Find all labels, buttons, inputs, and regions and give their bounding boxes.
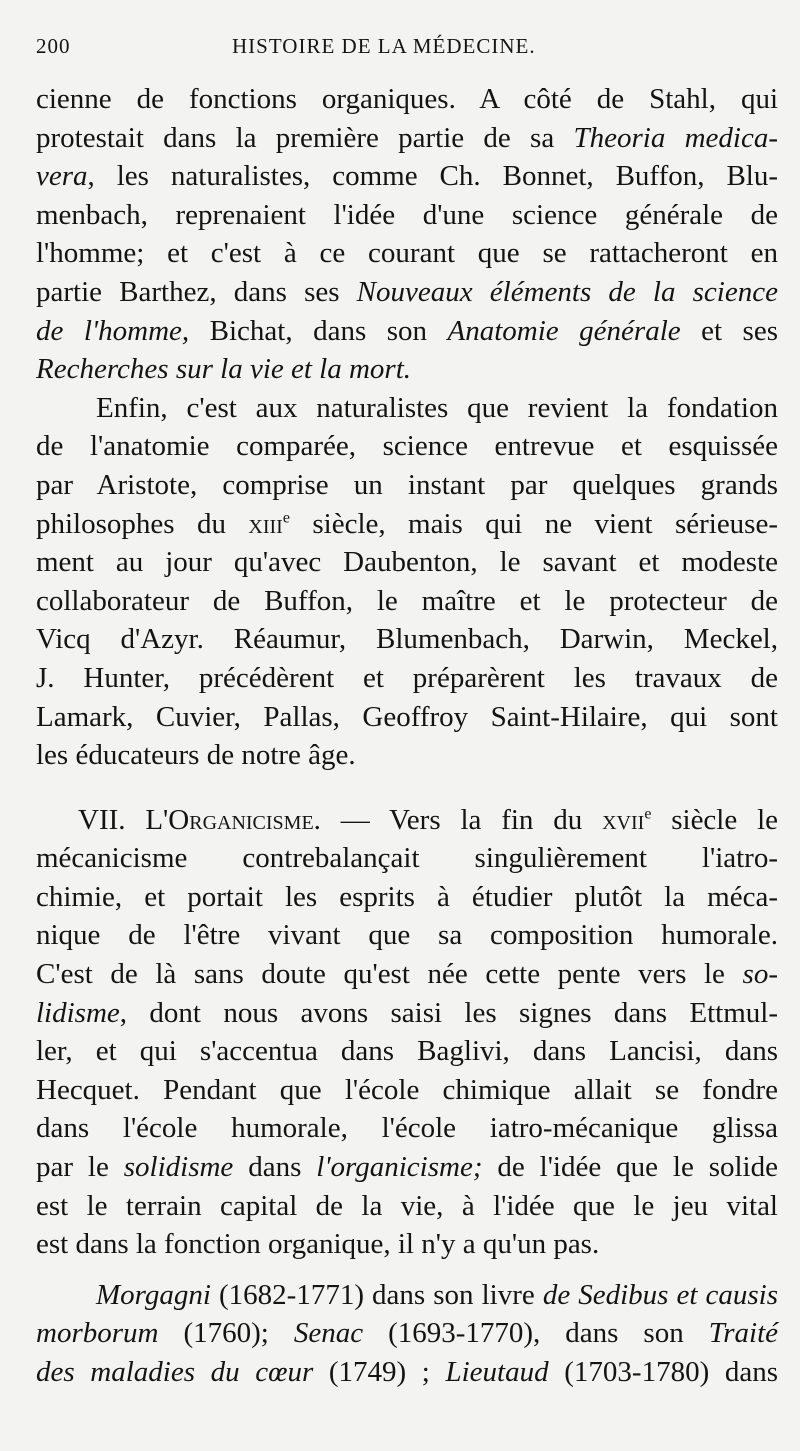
text-line — [36, 350, 778, 389]
text-line: protestait dans la première partie de sa Theoria medica- — [36, 121, 778, 154]
text-line: Lamark, Cuvier, Pallas, Geoffroy Saint-Hilaire, qui sont — [36, 700, 778, 733]
text-line: dans l'école humorale, l'école iatro-mécanique glissa — [36, 1112, 778, 1145]
text-line: nique de l'être vivant que sa composition humorale. — [36, 919, 778, 952]
century-numeral: xiii — [248, 507, 283, 540]
book-title: Traité — [708, 1317, 779, 1350]
author-name: Lieutaud — [445, 1356, 549, 1388]
book-title: de Sedibus et causis — [542, 1278, 779, 1311]
text-line: J. Hunter, précédèrent et préparèrent les travaux de — [36, 661, 778, 694]
text-line: est le terrain capital de la vie, à l'idée que le jeu vital — [36, 1189, 778, 1222]
book-title: de l'homme, — [36, 314, 190, 347]
text-line: partie Barthez, dans ses Nouveaux éléments de la science — [36, 275, 778, 308]
text-line: de l'anatomie comparée, science entrevue et esquissée — [36, 430, 778, 463]
running-head: HISTOIRE DE LA MÉDECINE. — [232, 34, 536, 58]
section-number: VII. — [78, 803, 146, 836]
section-title: L'Organicisme. — [145, 803, 321, 836]
book-title: vera — [36, 160, 88, 193]
text-line: Hecquet. Pendant que l'école chimique allait se fondre — [36, 1073, 778, 1106]
book-title: Anatomie générale — [447, 314, 681, 347]
book-title: Nouveaux éléments de la science — [356, 275, 778, 308]
text-line: Morgagni (1682-1771) dans son livre de Sedibus et causis — [96, 1278, 779, 1311]
text-line: ler, et qui s'accentua dans Baglivi, dans Lancisi, dans — [36, 1035, 778, 1068]
text-line: l'homme; et c'est à ce courant que se rattacheront en — [36, 237, 778, 270]
book-title: morborum — [36, 1317, 159, 1350]
text-line: philosophes du xiii$^e$ siècle, mais qui ne vient sérieuse- — [36, 507, 779, 540]
text-line: les éducateurs de notre âge. — [36, 739, 356, 772]
book-title: des maladies du cœur — [36, 1356, 314, 1388]
text-line: cienne de fonctions organiques. A côté de Stahl, qui — [36, 83, 778, 115]
text-line: vera, les naturalistes, comme Ch. Bonnet, Buffon, Blu- — [36, 160, 778, 193]
text-line: C'est de là sans doute qu'est née cette pente vers le so- — [36, 958, 778, 991]
text-line: par le solidisme dans l'organicisme; de l'idée que le solide — [36, 1151, 778, 1184]
text-line: Enfin, c'est aux naturalistes que revient la fondation — [96, 391, 778, 424]
text-line: mécanicisme contrebalançait singulièrement l'iatro- — [36, 842, 778, 875]
text-line: morborum (1760); Senac (1693-1770), dans son Traité — [36, 1317, 779, 1350]
page-header — [36, 34, 776, 68]
page-number: 200 — [36, 34, 71, 58]
book-title: Theoria medica- — [573, 121, 778, 154]
text-line: collaborateur de Buffon, le maître et le protecteur de — [36, 584, 778, 617]
text-line: ment au jour qu'avec Daubenton, le savant et modeste — [36, 546, 778, 579]
text-line: menbach, reprenaient l'idée d'une science générale de — [36, 198, 778, 231]
text-line: chimie, et portait les esprits à étudier plutôt la méca- — [36, 880, 778, 913]
text-line: par Aristote, comprise un instant par quelques grands — [36, 468, 778, 501]
text-line: lidisme, dont nous avons saisi les signes dans Ettmul- — [36, 996, 778, 1029]
section-heading-line: VII. L'Organicisme. — Vers la fin du xvii$^e$ siècle le — [78, 803, 778, 836]
century-numeral: xvii — [602, 803, 645, 836]
book-title: Recherches sur la vie et la mort. — [36, 353, 412, 386]
text-line: des maladies du cœur (1749) ; Lieutaud (1703-1780) dans — [36, 1356, 778, 1388]
text-line: est dans la fonction organique, il n'y a qu'un pas. — [36, 1228, 600, 1261]
author-name: Morgagni — [96, 1278, 211, 1311]
text-line: Vicq d'Azyr. Réaumur, Blumenbach, Darwin, Meckel, — [36, 623, 778, 656]
text-line: de l'homme, Bichat, dans son Anatomie générale et ses — [36, 314, 779, 347]
body-text — [36, 80, 778, 1392]
author-name: Senac — [293, 1317, 364, 1350]
